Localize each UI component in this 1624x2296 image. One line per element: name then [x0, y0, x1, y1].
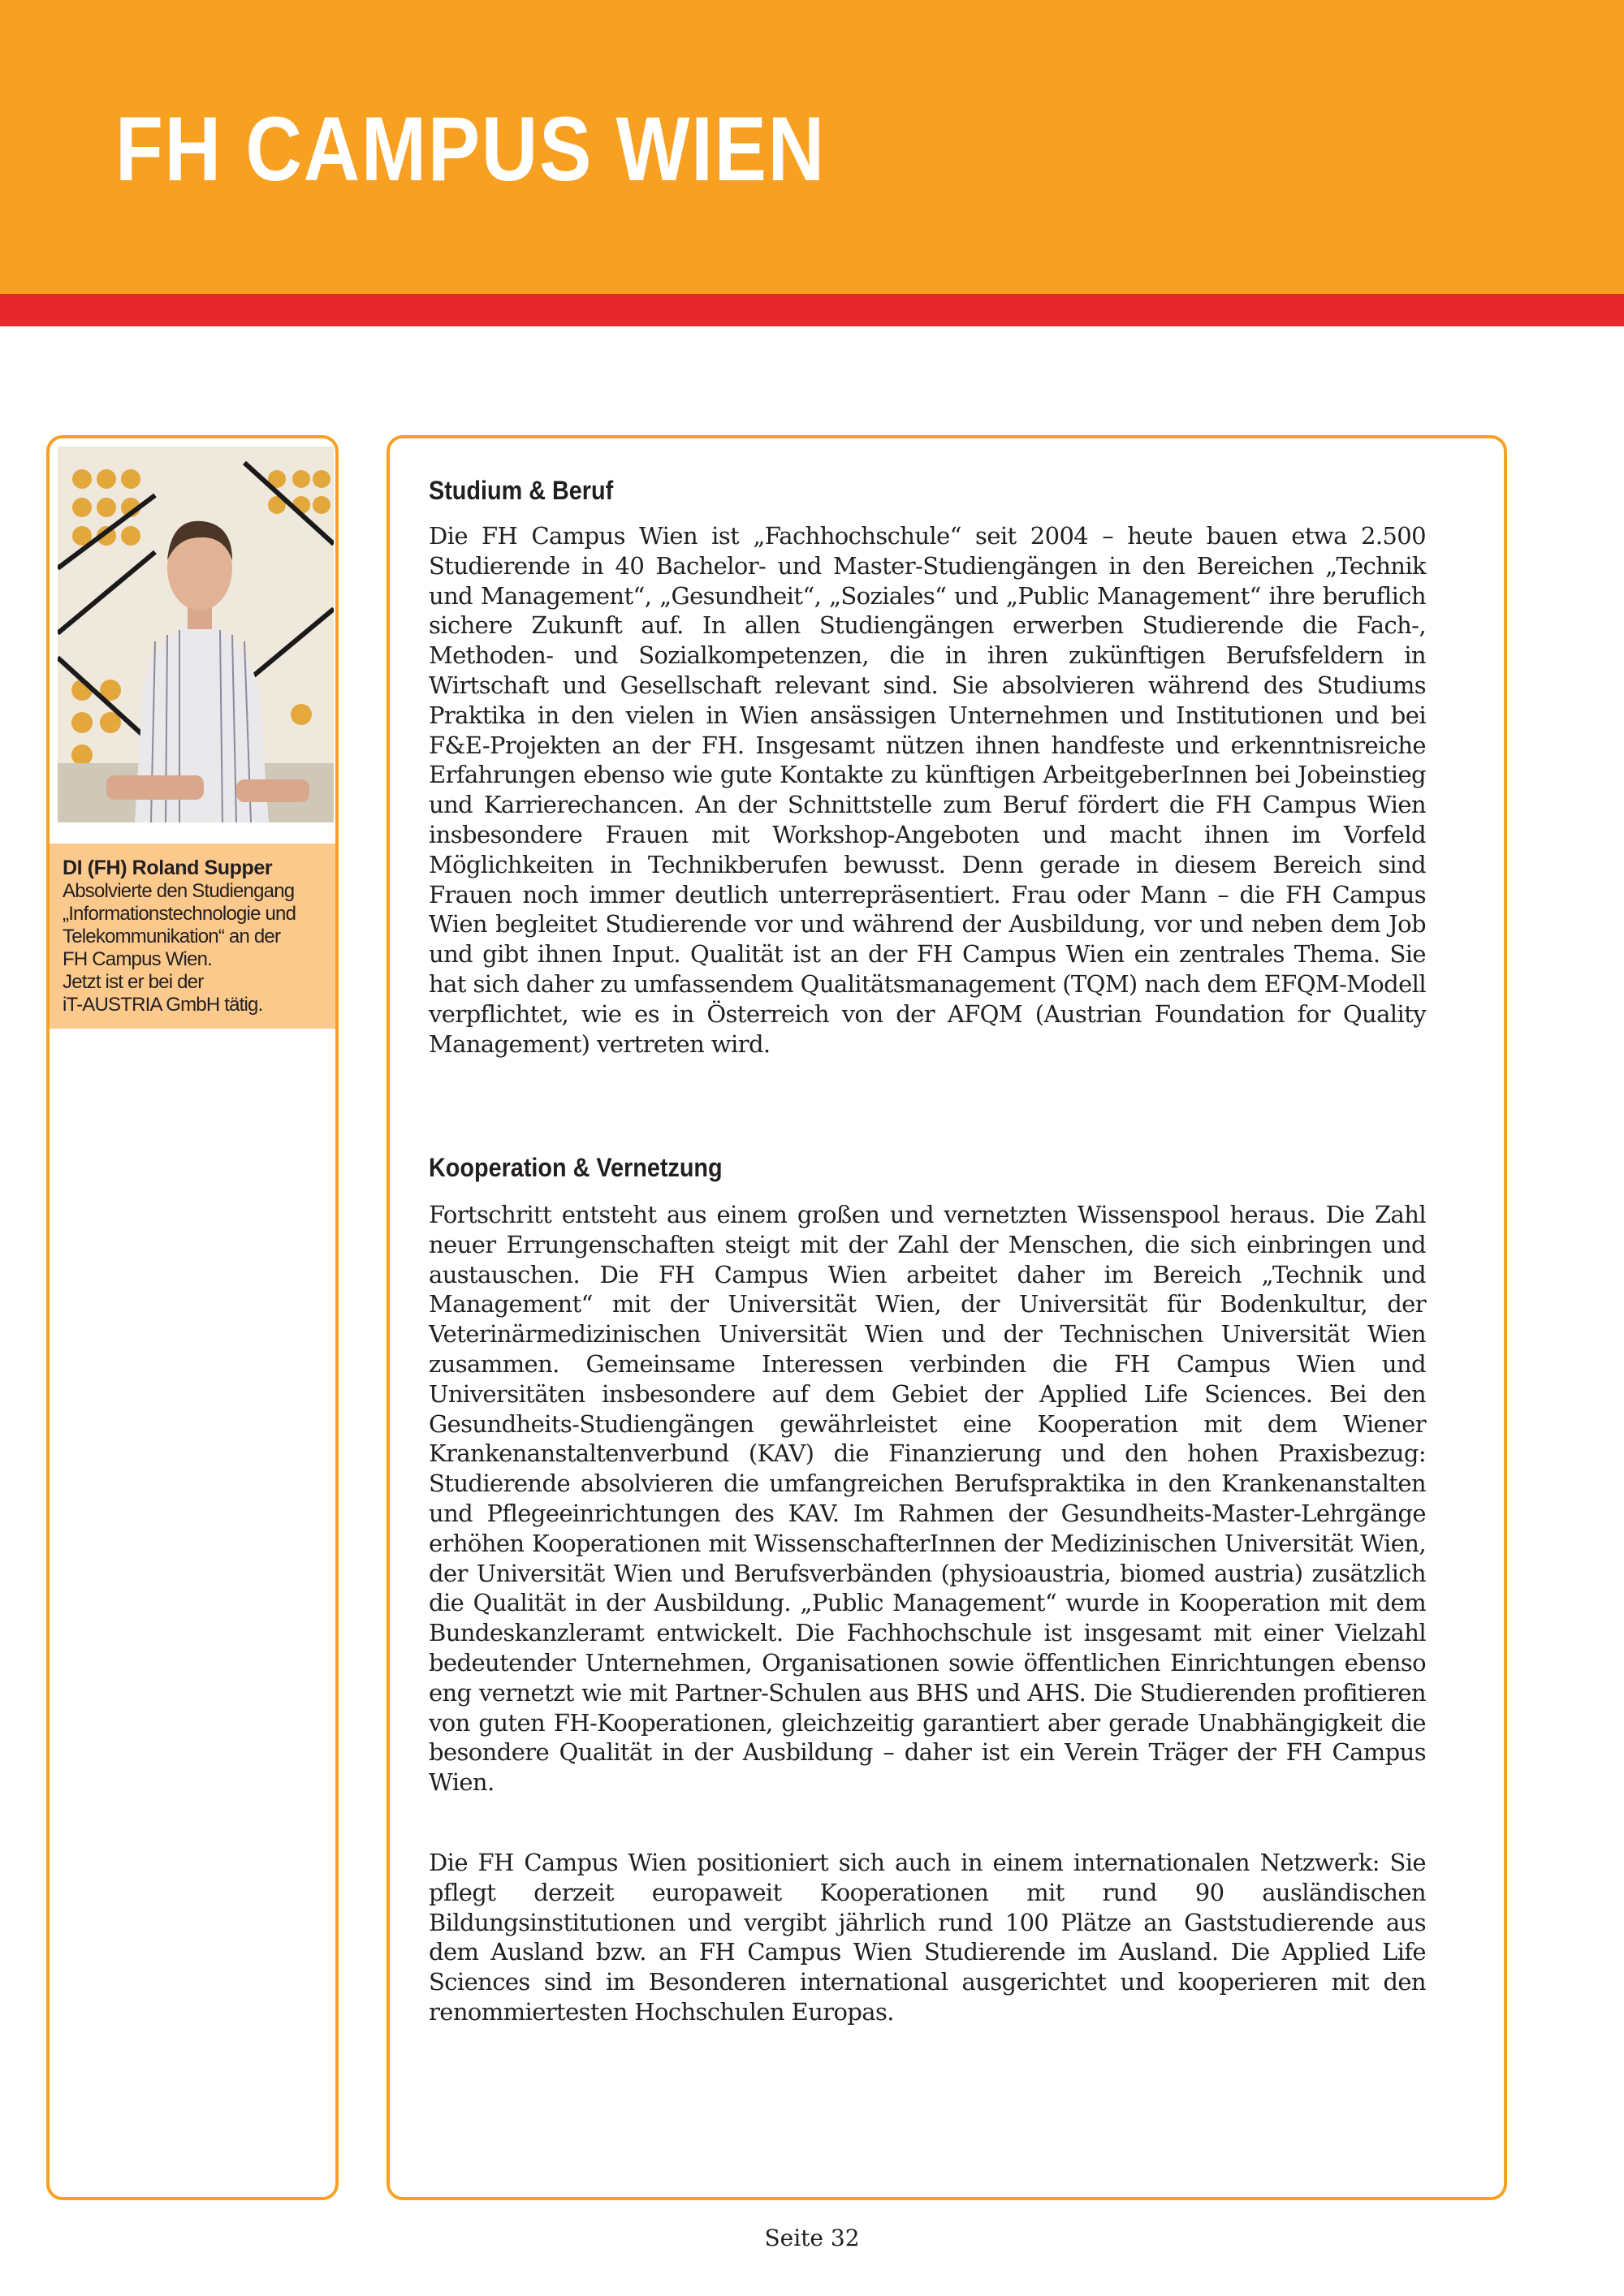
section-heading-studium-beruf: Studium & Beruf — [429, 476, 614, 505]
caption-line: Absolvierte den Studiengang — [63, 880, 295, 902]
caption-line: iT-AUSTRIA GmbH tätig. — [63, 994, 263, 1016]
caption-name: DI (FH) Roland Supper — [63, 857, 273, 879]
header-band — [0, 0, 1624, 294]
paragraph-kooperation-2: Die FH Campus Wien positioniert sich auch in einem internationalen Netzwerk: Sie pflegt derzeit europaweit Kooperationen mit rund 90 ausländischen Bildungsinstitutionen und vergibt jährlich rund 100 Plätze an Gaststudierende aus dem Ausland bzw. an FH Campus Wien Studierende im Ausland. Die Applied Life Sciences sind im Besonderen international ausgerichtet und kooperieren mit den renommiertesten Hochschulen Europas. — [429, 1849, 1426, 2026]
caption-line: „Informationstechnologie und — [63, 903, 296, 925]
sidebar-box — [46, 435, 339, 2200]
caption-line: Telekommunikation“ an der — [63, 926, 281, 947]
paragraph-kooperation-1: Fortschritt entsteht aus einem großen und vernetzten Wissenspool heraus. Die Zahl neuer Errungenschaften steigt mit der Zahl der Menschen, die sich einbringen und austauschen. Die FH Campus Wien arbeitet daher im Bereich „Technik und Management“ mit der Universität Wien, der Universität für Bodenkultur, der Veterinärmedizinischen Universität Wien und der Technischen Universität Wien zusammen. Gemeinsame Interessen verbinden die FH Campus Wien und Universitäten insbesondere auf dem Gebiet der Applied Life Sciences. Bei den Gesundheits-Studiengängen gewährleistet eine Kooperation mit dem Wiener Krankenanstaltenverbund (KAV) die Finanzierung und den hohen Praxisbezug: Studierende absolvieren die umfangreichen Berufspraktika in den Krankenanstalten und Pflegeeinrichtungen des KAV. Im Rahmen der Gesundheits-Master-Lehrgänge erhöhen Kooperationen mit WissenschafterInnen der Medizinischen Universität Wien, der Universität Wien und Berufsverbänden (physioaustria, biomed austria) zusätzlich die Qualität in der Ausbildung. „Public Management“ wurde in Kooperation mit dem Bundeskanzleramt entwickelt. Die Fachhochschule ist insgesamt mit einer Vielzahl bedeutender Unternehmen, Organisationen sowie öffentlichen Einrichtungen ebenso eng vernetzt wie mit Partner-Schulen aus BHS und AHS. Die Studierenden profitieren von guten FH-Kooperationen, gleichzeitig garantiert aber gerade Unabhängigkeit die besondere Qualität in der Ausbildung – daher ist ein Verein Träger der FH Campus Wien. — [429, 1201, 1426, 1797]
caption-line: FH Campus Wien. — [63, 948, 213, 970]
header-stripe — [0, 294, 1624, 326]
paragraph-studium-beruf: Die FH Campus Wien ist „Fachhochschule“ seit 2004 – heute bauen etwa 2.500 Studierende in 40 Bachelor- und Master-Studiengängen in den Bereichen „Technik und Management“, „Gesundheit“, „Soziales“ und „Public Management“ ihre beruflich sichere Zukunft auf. In allen Studiengängen erwerben Studierende die Fach-, Methoden- und Sozialkompetenzen, die in ihren zukünftigen Berufsfeldern in Wirtschaft und Gesellschaft relevant sind. Sie absolvieren während des Studiums Praktika in den vielen in Wien ansässigen Unternehmen und Institutionen und bei F&E-Projekten an der FH. Insgesamt nützen ihnen handfeste und erkenntnisreiche Erfahrungen ebenso wie gute Kontakte zu künftigen ArbeitgeberInnen bei Jobeinstieg und Karrierechancen. An der Schnittstelle zum Beruf fördert die FH Campus Wien insbesondere Frauen mit Workshop-Angeboten und macht ihnen im Vorfeld Möglichkeiten in Technikberufen bewusst. Denn gerade in diesem Bereich sind Frauen noch immer deutlich unterrepräsentiert. Frau oder Mann – die FH Campus Wien begleitet Studierende vor und während der Ausbildung, vor und neben dem Job und gibt ihnen Input. Qualität ist an der FH Campus Wien ein zentrales Thema. Sie hat sich daher zu umfassendem Qualitätsmanagement (TQM) nach dem EFQM-Modell verpflichtet, wie es in Österreich von der AFQM (Austrian Foundation for Quality Management) vertreten wird. — [429, 522, 1426, 1058]
photo-caption — [50, 844, 335, 1029]
page-number: Seite 32 — [764, 2225, 860, 2251]
portrait-photo — [58, 447, 334, 822]
section-heading-kooperation: Kooperation & Vernetzung — [429, 1153, 723, 1182]
caption-line: Jetzt ist er bei der — [63, 971, 204, 993]
page-title: FH CAMPUS WIEN — [115, 98, 826, 200]
main-content-box — [387, 435, 1507, 2200]
